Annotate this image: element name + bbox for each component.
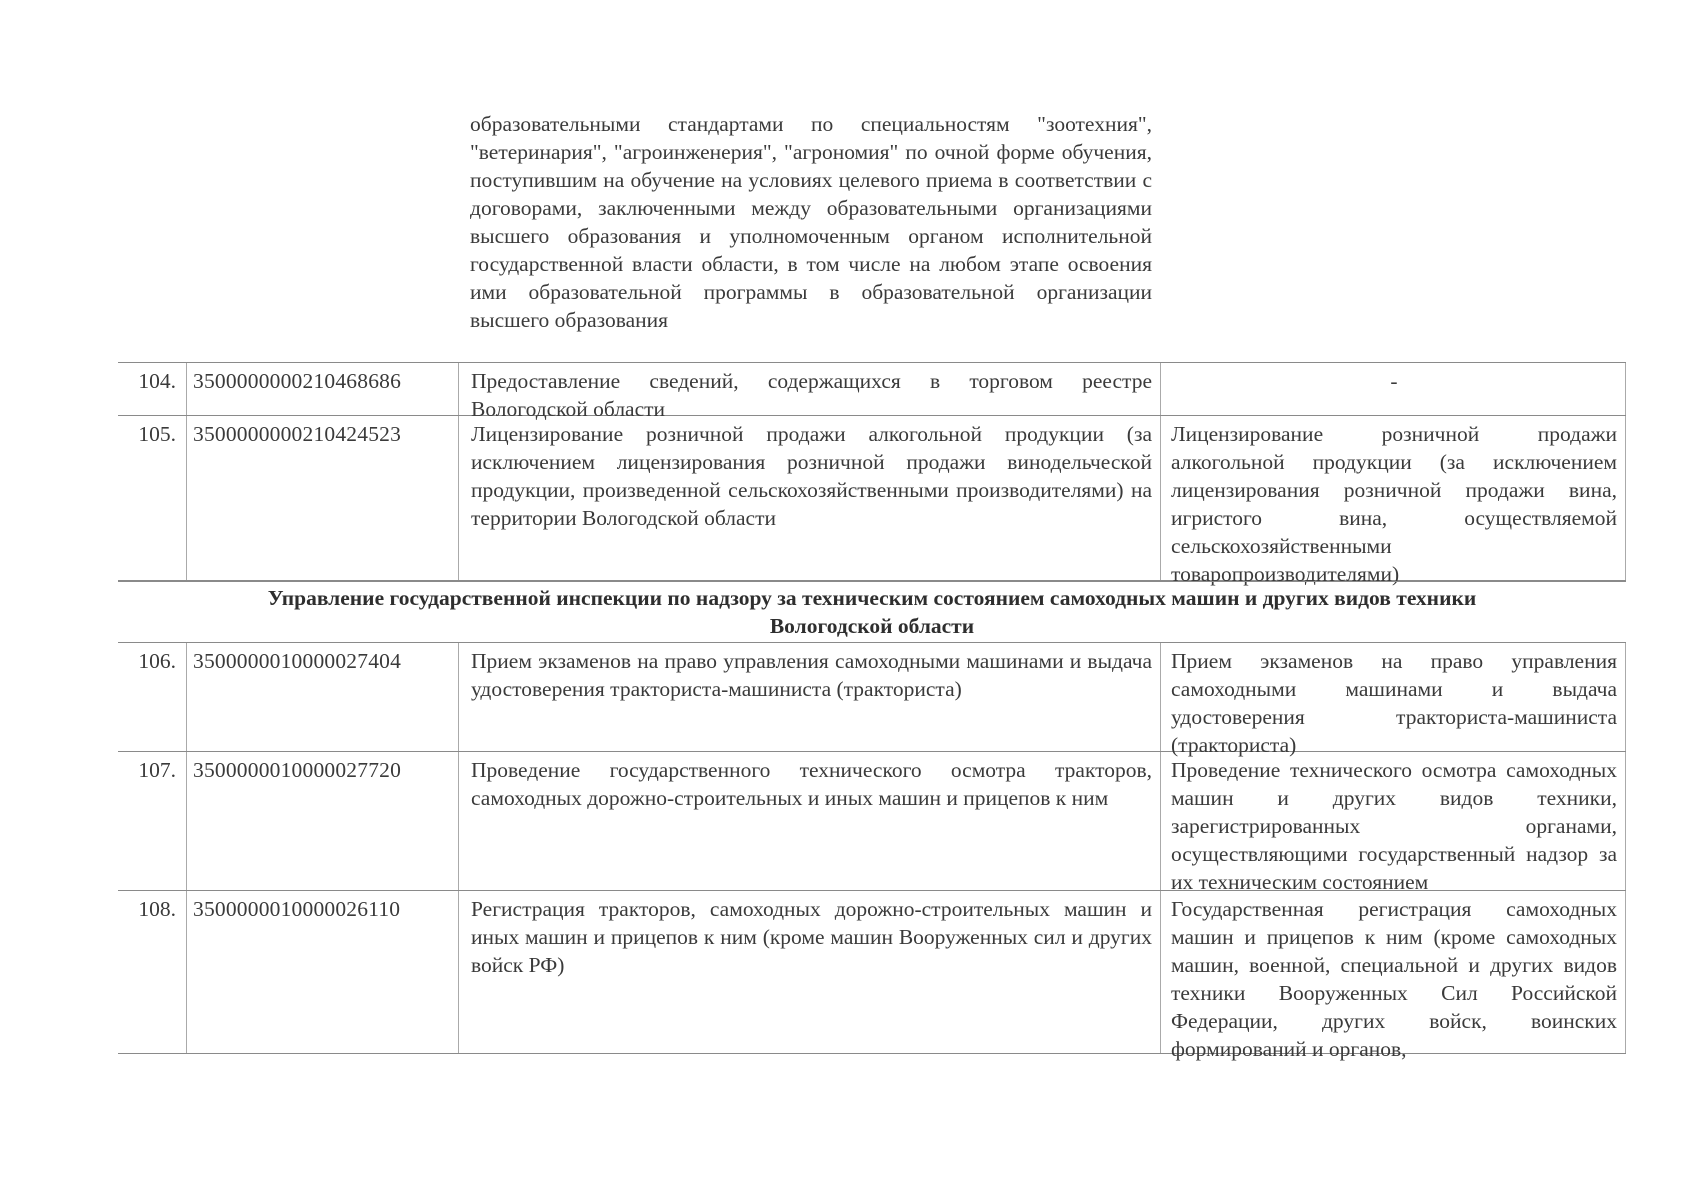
row-number: 104. <box>138 369 176 393</box>
row-service-name: Предоставление сведений, содержащихся в торговом реестре Вологодской области <box>458 363 1160 415</box>
section-header: Управление государственной инспекции по надзору за техническим состоянием самоходных машин и других видов техники Вологодской области <box>118 581 1626 643</box>
table-row <box>118 891 1626 1061</box>
table-row <box>118 416 1626 586</box>
table-row <box>118 752 1626 894</box>
row-service-name: Прием экзаменов на право управления самоходными машинами и выдача удостоверения тракториста-машиниста (тракториста) <box>458 643 1160 751</box>
row-federal-service: Лицензирование розничной продажи алкогольной продукции (за исключением лицензирования розничной продажи вина, игристого вина, осуществляемой сельскохозяйственными товаропроизводителями) <box>1160 416 1626 580</box>
row-federal-service: Проведение технического осмотра самоходных машин и других видов техники, зарегистрированных органами, осуществляющими государственный надзор за их техническим состоянием <box>1160 752 1626 890</box>
row-federal-service: Прием экзаменов на право управления самоходными машинами и выдача удостоверения тракториста-машиниста (тракториста) <box>1160 643 1626 751</box>
row-federal-service: Государственная регистрация самоходных машин и прицепов к ним (кроме самоходных машин, военной, специальной и других видов техники Вооруженных Сил Российской Федерации, других войск, воинских формирований и органов, <box>1160 891 1626 1053</box>
row-code: 3500000010000027404 <box>186 643 458 751</box>
row-service-name: Лицензирование розничной продажи алкогольной продукции (за исключением лицензирования розничной продажи винодельческой продукции, произведенной сельскохозяйственными производителями) на территории Вологодской области <box>458 416 1160 580</box>
table-row <box>118 363 1626 421</box>
row-number: 106. <box>138 649 176 673</box>
table-row <box>118 643 1626 757</box>
row-service-name: Проведение государственного технического осмотра тракторов, самоходных дорожно-строительных и иных машин и прицепов к ним <box>458 752 1160 890</box>
services-table <box>118 110 1626 1061</box>
row-number: 107. <box>138 758 176 782</box>
row-service-name: образовательными стандартами по специальностям "зоотехния", "ветеринария", "агроинженерия", "агрономия" по очной форме обучения, поступившим на обучение на условиях целевого приема в соответствии с договорами, заключенными между образовательными организациями высшего образования и уполномоченным органом исполнительной государственной власти области, в том числе на любом этапе освоения ими образовательной программы в образовательной организации высшего образования <box>470 112 1152 332</box>
row-code: 3500000000210468686 <box>186 363 458 415</box>
row-federal-service: - <box>1160 363 1626 415</box>
row-code: 3500000010000027720 <box>186 752 458 890</box>
row-number: 105. <box>138 422 176 446</box>
row-code: 3500000000210424523 <box>186 416 458 580</box>
row-code: 3500000010000026110 <box>186 891 458 1053</box>
row-number: 108. <box>138 897 176 921</box>
row-federal-service <box>1160 110 1626 362</box>
table-row-continuation <box>118 110 1626 363</box>
row-number <box>118 110 186 362</box>
row-service-name: Регистрация тракторов, самоходных дорожно-строительных машин и иных машин и прицепов к ним (кроме машин Вооруженных сил и других войск РФ) <box>458 891 1160 1053</box>
row-code <box>186 110 458 362</box>
